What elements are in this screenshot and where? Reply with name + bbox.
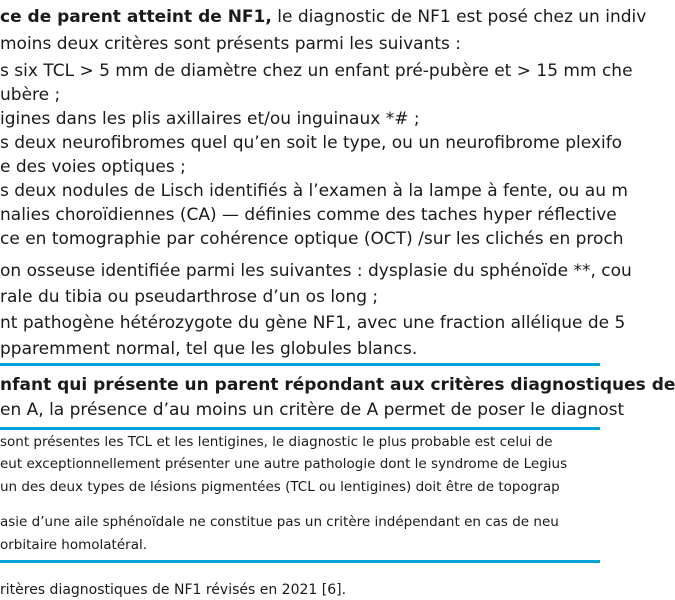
criteria-line: pparemment normal, tel que les globules blancs. bbox=[0, 339, 418, 359]
section-a-heading: ce de parent atteint de NF1, bbox=[0, 7, 272, 27]
table-caption: ritères diagnostiques de NF1 révisés en 2021 [6]. bbox=[0, 582, 347, 598]
footnote-line: sont présentes les TCL et les lentigines, le diagnostic le plus probable est celui de bbox=[0, 434, 553, 450]
section-b-heading: nfant qui présente un parent répondant aux critères diagnostiques de bbox=[0, 375, 675, 395]
criteria-line: rale du tibia ou pseudarthrose d’un os long ; bbox=[0, 287, 379, 307]
criteria-line: s deux neurofibromes quel qu’en soit le type, ou un neurofibrome plexifo bbox=[0, 133, 623, 153]
section-a-line-1 bbox=[0, 6, 646, 28]
criteria-line: s deux nodules de Lisch identifiés à l’examen à la lampe à fente, ou au m bbox=[0, 181, 628, 201]
criteria-line: ce en tomographie par cohérence optique (OCT) /sur les clichés en proch bbox=[0, 229, 624, 249]
criteria-line: nalies choroïdiennes (CA) — définies comme des taches hyper réflective bbox=[0, 205, 617, 225]
section-divider bbox=[0, 363, 600, 366]
criteria-line: s six TCL > 5 mm de diamètre chez un enfant pré-pubère et > 15 mm che bbox=[0, 61, 633, 81]
criteria-line: ubère ; bbox=[0, 85, 61, 105]
criteria-line: moins deux critères sont présents parmi les suivants : bbox=[0, 34, 462, 54]
criteria-line: on osseuse identifiée parmi les suivantes : dysplasie du sphénoïde **, cou bbox=[0, 261, 632, 281]
footnote-line: un des deux types de lésions pigmentées (TCL ou lentigines) doit être de topograp bbox=[0, 479, 560, 495]
footnote-line: eut exceptionnellement présenter une autre pathologie dont le syndrome de Legius bbox=[0, 456, 568, 472]
criteria-line: e des voies optiques ; bbox=[0, 157, 186, 177]
footnote-line: asie d’une aile sphénoïdale ne constitue pas un critère indépendant en cas de neu bbox=[0, 514, 559, 530]
criteria-line: nt pathogène hétérozygote du gène NF1, avec une fraction allélique de 5 bbox=[0, 313, 626, 333]
section-b-text: en A, la présence d’au moins un critère de A permet de poser le diagnost bbox=[0, 400, 625, 420]
section-a-intro: le diagnostic de NF1 est posé chez un indiv bbox=[271, 7, 647, 27]
section-divider bbox=[0, 427, 600, 430]
criteria-line: igines dans les plis axillaires et/ou inguinaux *# ; bbox=[0, 109, 420, 129]
footnote-line: orbitaire homolatéral. bbox=[0, 537, 148, 553]
table-bottom-rule bbox=[0, 560, 600, 563]
